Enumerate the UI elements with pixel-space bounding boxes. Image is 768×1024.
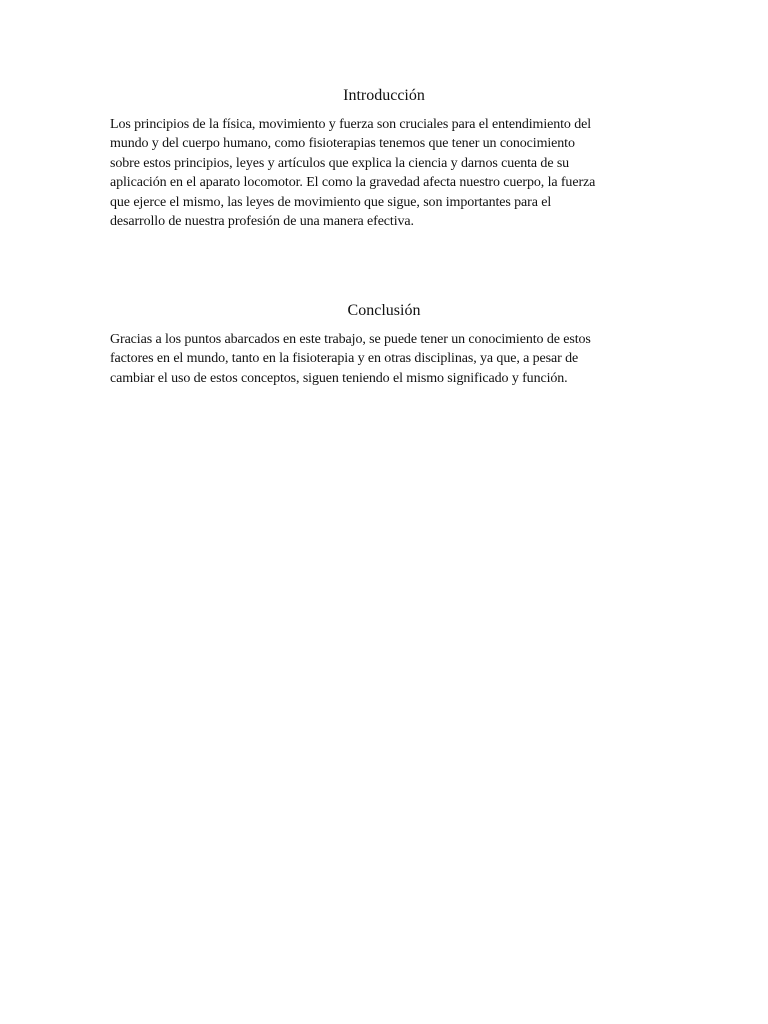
- introduction-heading: Introducción: [343, 87, 425, 104]
- paragraph-line: cambiar el uso de estos conceptos, siguen teniendo el mismo significado y función.: [110, 370, 568, 386]
- conclusion-heading: Conclusión: [347, 302, 421, 319]
- paragraph-line: sobre estos principios, leyes y artículos que explica la ciencia y darnos cuenta de su: [110, 155, 570, 171]
- paragraph-line: Los principios de la física, movimiento y fuerza son cruciales para el entendimiento del: [110, 117, 592, 132]
- introduction-section: [110, 86, 658, 231]
- paragraph-line: mundo y del cuerpo humano, como fisioterapias tenemos que tener un conocimiento: [110, 136, 575, 152]
- paragraph-line: factores en el mundo, tanto en la fisioterapia y en otras disciplinas, ya que, a pesar de: [110, 351, 579, 367]
- paragraph-line: aplicación en el aparato locomotor. El como la gravedad afecta nuestro cuerpo, la fuerza: [110, 175, 596, 191]
- introduction-paragraph: [110, 115, 658, 231]
- conclusion-section: [110, 301, 658, 388]
- paragraph-line: Gracias a los puntos abarcados en este trabajo, se puede tener un conocimiento de estos: [110, 332, 591, 347]
- conclusion-paragraph: [110, 330, 658, 388]
- paragraph-line: que ejerce el mismo, las leyes de movimiento que sigue, son importantes para el: [110, 194, 552, 210]
- paragraph-line: desarrollo de nuestra profesión de una manera efectiva.: [110, 214, 414, 230]
